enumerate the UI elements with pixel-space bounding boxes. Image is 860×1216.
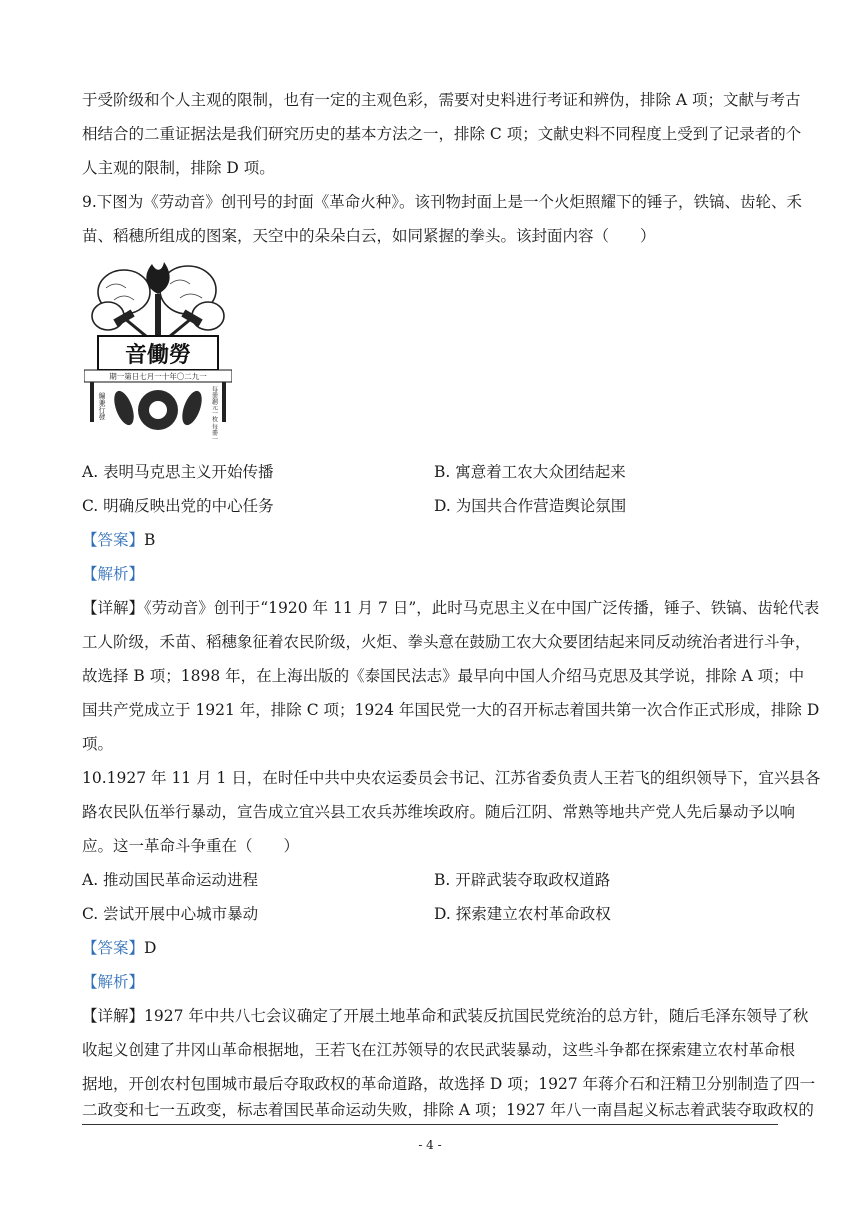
- intro-line-1: 于受阶级和个人主观的限制，也有一定的主观色彩，需要对史料进行考证和辨伪，排除 A 项；文献与考古: [82, 91, 801, 109]
- footer-divider: [82, 1124, 778, 1125]
- q9-option-d: D. 为国共合作营造舆论氛围: [434, 497, 627, 515]
- q10-answer: [82, 938, 156, 958]
- q9-detail-line-3: 故选择 B 项；1898 年，在上海出版的《泰国民法志》最早向中国人介绍马克思及其学说，排除 A 项；中: [82, 667, 805, 685]
- q9-answer: [82, 530, 155, 550]
- q10-option-c: C. 尝试开展中心城市暴动: [82, 905, 259, 923]
- q9-detail-line-1: 【详解】《劳动音》创刊于“1920 年 11 月 7 日”，此时马克思主义在中国广泛传播，锤子、铁镐、齿轮代表: [82, 599, 820, 617]
- page-number: - 4 -: [418, 1138, 442, 1152]
- q9-analysis-label: 【解析】: [82, 565, 145, 583]
- q10-option-d: D. 探索建立农村革命政权: [434, 905, 611, 923]
- q9-option-c: C. 明确反映出党的中心任务: [82, 497, 274, 515]
- q10-detail-line-3: 据地，开创农村包围城市最后夺取政权的革命道路，故选择 D 项；1927 年蒋介石和汪精卫分别制造了四一: [82, 1075, 816, 1093]
- q9-detail-line-5: 项。: [82, 735, 114, 753]
- q10-detail-line-2: 收起义创建了井冈山革命根据地，王若飞在江苏领导的农民武装暴动，这些斗争都在探索建立农村革命根: [82, 1041, 796, 1059]
- q9-option-a: A. 表明马克思主义开始传播: [82, 463, 274, 481]
- q10-stem-line-2: 路农民队伍举行暴动，宣告成立宜兴县工农兵苏维埃政府。随后江阴、常熟等地共产党人先后暴动予以响: [82, 803, 796, 821]
- q9-detail-line-4: 国共产党成立于 1921 年，排除 C 项；1924 年国民党一大的召开标志着国共第一次合作正式形成，排除 D: [82, 701, 820, 719]
- intro-line-2: 相结合的二重证据法是我们研究历史的基本方法之一，排除 C 项；文献史料不同程度上受到了记录者的个: [82, 125, 802, 143]
- q9-option-b: B. 寓意着工农大众团结起来: [434, 463, 626, 481]
- q10-option-b: B. 开辟武装夺取政权道路: [434, 871, 611, 889]
- q10-stem-line-3: 应。这一革命斗争重在（ ）: [82, 837, 300, 855]
- q9-cover-image: [84, 258, 232, 440]
- q10-answer-value: D: [144, 939, 157, 957]
- cover-side-left: 編兼行發: [98, 392, 106, 420]
- q9-stem-line-2: 苗、稻穗所组成的图案，天空中的朵朵白云，如同紧握的拳头。该封面内容（ ）: [82, 227, 656, 245]
- q9-answer-value: B: [144, 531, 156, 549]
- intro-line-3: 人主观的限制，排除 D 项。: [82, 159, 275, 177]
- cover-side-right: 每冊銅元一枚 每冊一月七日: [210, 386, 218, 440]
- cover-date-strip: 期一第日七月一十年〇二九一: [109, 372, 207, 381]
- q9-detail-line-2: 工人阶级，禾苗、稻穗象征着农民阶级，火炬、拳头意在鼓励工农大众要团结起来同反动统治者进行斗争，: [82, 633, 811, 651]
- cover-title: 音働勞: [124, 342, 192, 368]
- q10-analysis-label: 【解析】: [82, 973, 145, 991]
- q9-stem-line-1: 9.下图为《劳动音》创刊号的封面《革命火种》。该刊物封面上是一个火炬照耀下的锤子，铁镐、齿轮、禾: [82, 193, 803, 211]
- cover-illustration: [84, 258, 232, 440]
- q10-detail-line-4: 二政变和七一五政变，标志着国民革命运动失败，排除 A 项；1927 年八一南昌起义标志着武装夺取政权的: [82, 1101, 814, 1119]
- q10-answer-label: 【答案】: [82, 939, 145, 957]
- q10-option-a: A. 推动国民革命运动进程: [82, 871, 259, 889]
- q10-detail-line-1: 【详解】1927 年中共八七会议确定了开展土地革命和武装反抗国民党统治的总方针，随后毛泽东领导了秋: [82, 1007, 809, 1025]
- q9-answer-label: 【答案】: [82, 531, 145, 549]
- q10-stem-line-1: 10.1927 年 11 月 1 日，在时任中共中央农运委员会书记、江苏省委负责人王若飞的组织领导下，宜兴县各: [82, 769, 821, 787]
